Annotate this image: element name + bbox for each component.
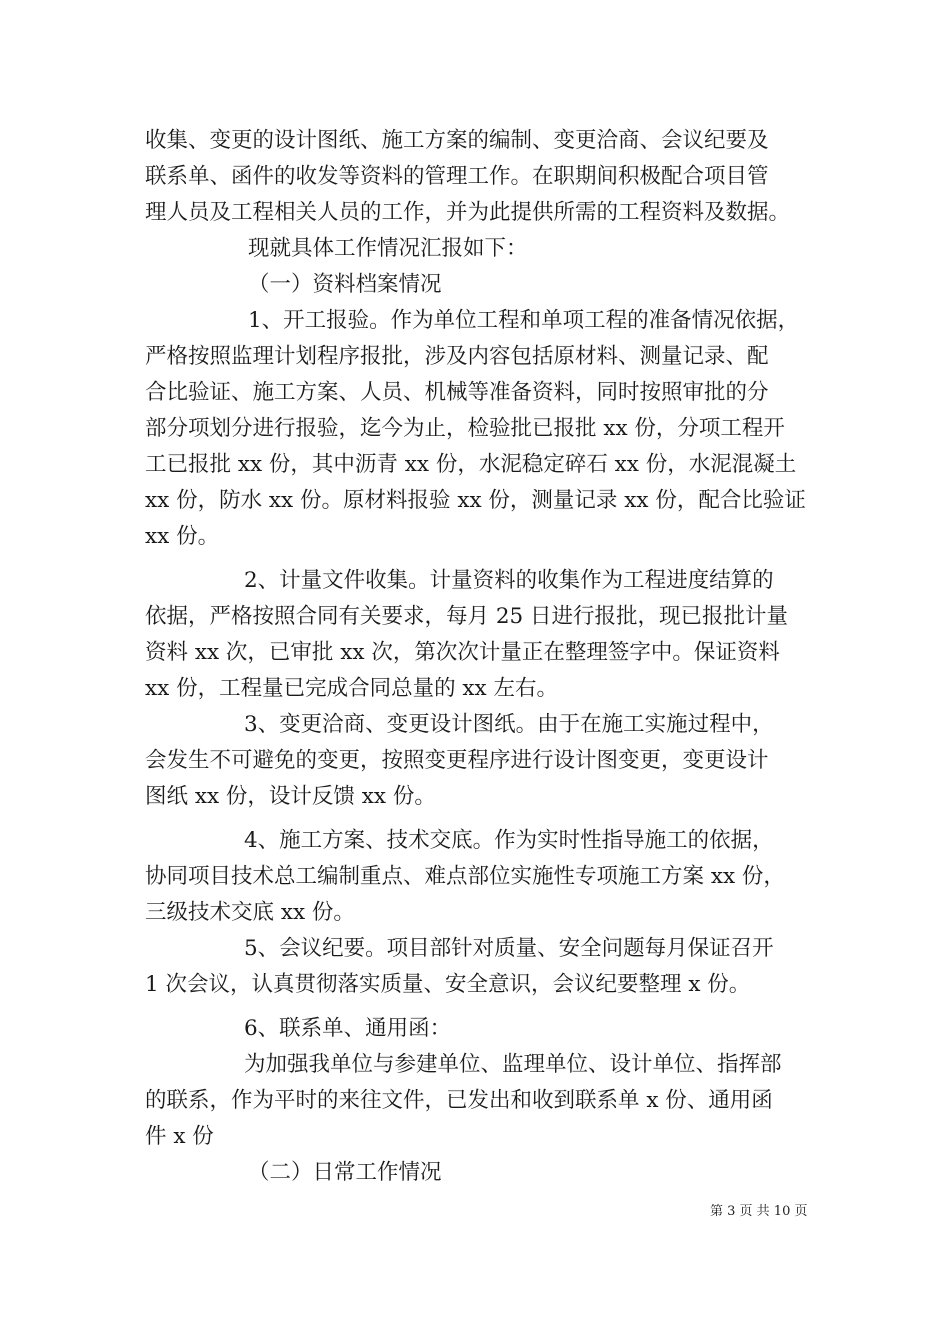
- text-line: 6、联系单、通用函：: [244, 1016, 452, 1041]
- text-line: 3、变更洽商、变更设计图纸。由于在施工实施过程中，: [244, 712, 774, 737]
- text-line: 的联系，作为平时的来往文件，已发出和收到联系单 x 份、通用函: [145, 1088, 773, 1113]
- text-line: 图纸 xx 份，设计反馈 xx 份。: [145, 784, 436, 809]
- text-line: xx 份，防水 xx 份。原材料报验 xx 份，测量记录 xx 份，配合比验证: [145, 488, 806, 513]
- text-line: xx 份，工程量已完成合同总量的 xx 左右。: [145, 676, 559, 701]
- text-line: 依据，严格按照合同有关要求，每月 25 日进行报批，现已报批计量: [145, 604, 789, 629]
- text-line: 收集、变更的设计图纸、施工方案的编制、变更洽商、会议纪要及: [145, 128, 769, 153]
- page-number: 第 3 页 共 10 页: [710, 1204, 808, 1219]
- text-line: 现就具体工作情况汇报如下：: [248, 236, 528, 261]
- text-line: 联系单、函件的收发等资料的管理工作。在职期间积极配合项目管: [145, 164, 769, 189]
- text-line: 1、开工报验。作为单位工程和单项工程的准备情况依据，: [248, 308, 800, 333]
- section-heading: （一）资料档案情况: [248, 272, 442, 297]
- text-line: 资料 xx 次，已审批 xx 次，第次次计量正在整理签字中。保证资料: [145, 640, 780, 665]
- text-line: 1 次会议，认真贯彻落实质量、安全意识，会议纪要整理 x 份。: [145, 972, 751, 997]
- text-line: 为加强我单位与参建单位、监理单位、设计单位、指挥部: [244, 1052, 782, 1077]
- text-line: 理人员及工程相关人员的工作，并为此提供所需的工程资料及数据。: [145, 200, 791, 225]
- text-line: 4、施工方案、技术交底。作为实时性指导施工的依据，: [244, 828, 774, 853]
- text-line: xx 份。: [145, 524, 220, 549]
- text-line: 会发生不可避免的变更，按照变更程序进行设计图变更，变更设计: [145, 748, 769, 773]
- text-line: 2、计量文件收集。计量资料的收集作为工程进度结算的: [244, 568, 774, 593]
- text-line: 5、会议纪要。项目部针对质量、安全问题每月保证召开: [244, 936, 774, 961]
- text-line: 件 x 份: [145, 1124, 214, 1149]
- text-line: 合比验证、施工方案、人员、机械等准备资料，同时按照审批的分: [145, 380, 769, 405]
- text-line: 协同项目技术总工编制重点、难点部位实施性专项施工方案 xx 份，: [145, 864, 785, 889]
- text-line: 部分项划分进行报验，迄今为止，检验批已报批 xx 份，分项工程开: [145, 416, 785, 441]
- text-line: 工已报批 xx 份，其中沥青 xx 份，水泥稳定碎石 xx 份，水泥混凝土: [145, 452, 797, 477]
- text-line: 严格按照监理计划程序报批，涉及内容包括原材料、测量记录、配: [145, 344, 769, 369]
- section-heading: （二）日常工作情况: [248, 1160, 442, 1185]
- text-line: 三级技术交底 xx 份。: [145, 900, 355, 925]
